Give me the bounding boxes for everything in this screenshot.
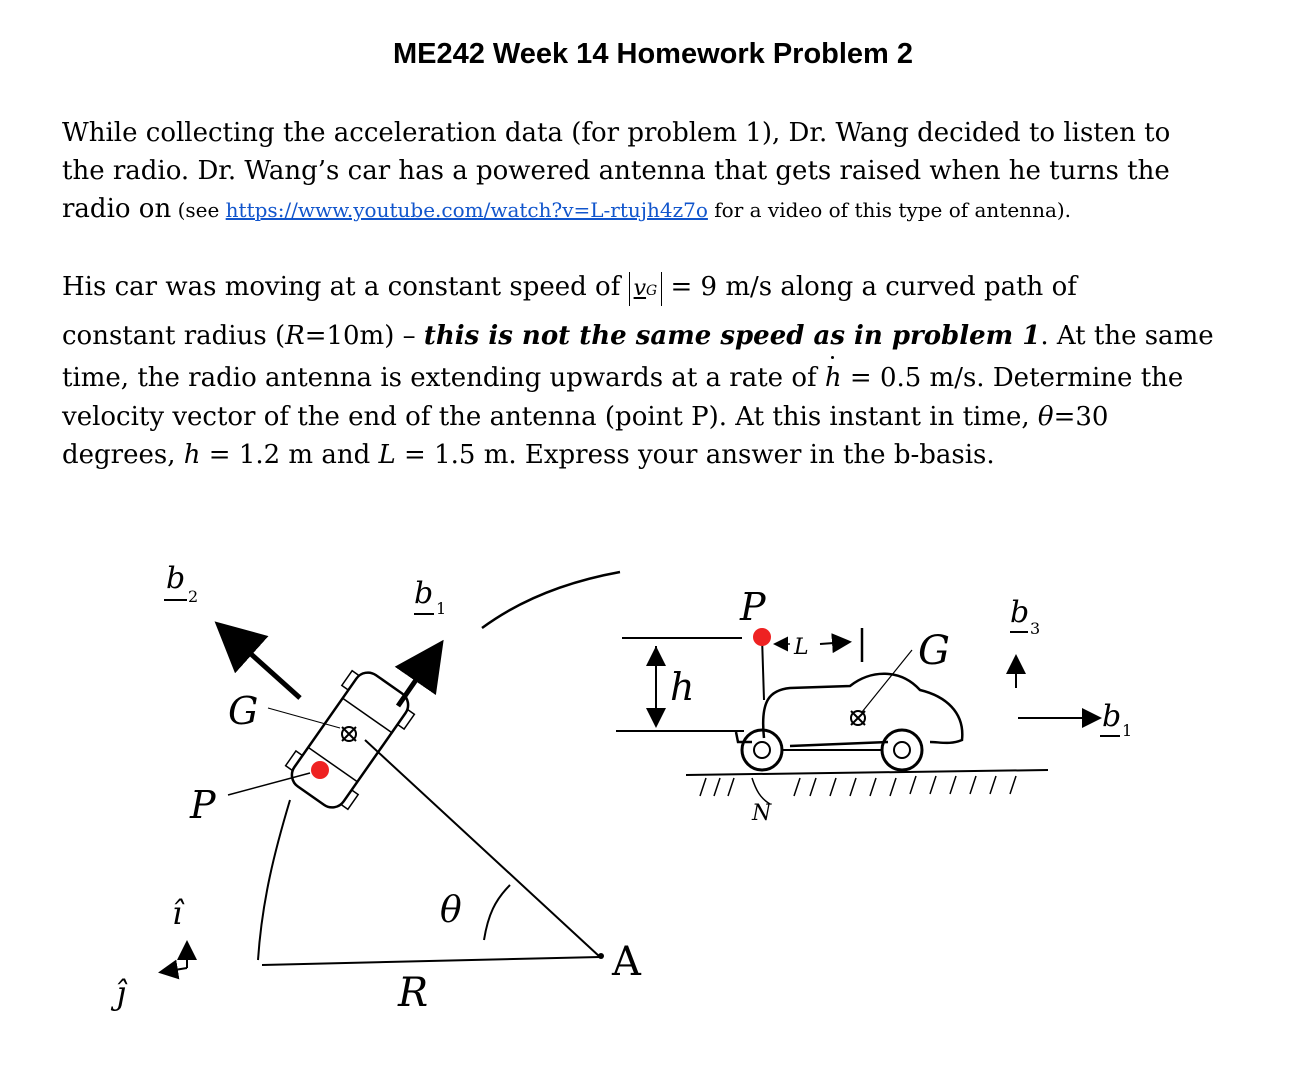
label-g-right: G [918, 628, 950, 674]
b2-arrow [222, 628, 300, 698]
curved-path [258, 800, 290, 960]
statement-text: = 1.5 m. Express your answer in the b-basis. [395, 440, 995, 470]
b1-arrow-top [398, 648, 438, 706]
radius-line [262, 957, 600, 965]
rear-wheel [742, 730, 782, 770]
statement-text: =30 [1053, 402, 1109, 432]
label-b3: b [1010, 595, 1030, 630]
ground-hatching [700, 776, 1016, 796]
label-b2: b [166, 561, 186, 596]
intro-line-2: the radio. Dr. Wang’s car has a powered antenna that gets raised when he turns the [62, 156, 1170, 186]
curved-path-upper [482, 572, 620, 628]
page-title: ME242 Week 14 Homework Problem 2 [392, 38, 914, 70]
label-b1-top-sub: 1 [436, 599, 447, 618]
youtube-link[interactable]: https://www.youtube.com/watch?v=L-rtujh4z7o [225, 198, 708, 222]
vg-subscript: G [646, 283, 658, 299]
intro-line-1: While collecting the acceleration data (for problem 1), Dr. Wang decided to listen to [62, 118, 1171, 148]
label-n: N [752, 801, 772, 826]
statement-text: time, the radio antenna is extending upwards at a rate of [62, 363, 825, 393]
label-a: A [612, 939, 641, 985]
statement-text: =10m) – [304, 321, 424, 351]
theta-symbol: θ [1037, 402, 1054, 432]
label-j-hat: ĵ [116, 974, 126, 1012]
statement-text: velocity vector of the end of the antenna (point P). At this instant in time, [62, 402, 1038, 432]
ground-line [686, 770, 1048, 775]
a-to-car-line [365, 740, 600, 957]
point-a [598, 953, 604, 959]
label-p-left: P [190, 783, 216, 827]
label-b1-right: b [1102, 699, 1122, 734]
statement-text: = 1.2 m and [200, 440, 379, 470]
intro-line-3-text: radio on [62, 194, 172, 224]
point-p-side [753, 628, 771, 646]
antenna [762, 637, 764, 700]
video-note-prefix: (see [171, 198, 226, 222]
theta-arc [484, 885, 510, 940]
p-leader-left [228, 773, 310, 795]
label-i-hat: î [172, 894, 183, 932]
l-symbol: L [378, 440, 396, 470]
label-h: h [670, 665, 695, 709]
label-b3-sub: 3 [1030, 619, 1041, 638]
car-side-body [736, 674, 962, 746]
h-symbol: h [183, 440, 201, 470]
video-note-suffix: for a video of this type of antenna). [707, 198, 1072, 222]
statement-text: constant radius ( [62, 321, 286, 351]
label-b2-sub: 2 [188, 587, 199, 606]
emphasis-text: this is not the same speed as in problem 1 [423, 321, 1041, 351]
statement-text: His car was moving at a constant speed of [62, 272, 629, 302]
front-wheel [882, 730, 922, 770]
radius-symbol: R [285, 321, 305, 351]
label-theta: θ [440, 890, 462, 931]
vg-symbol: v [633, 276, 647, 301]
statement-text: = 9 m/s along a curved path of [662, 272, 1077, 302]
j-hat-arrow [162, 968, 187, 972]
point-p-top [311, 761, 329, 779]
label-p-right: P [740, 585, 766, 629]
label-g-left: G [228, 689, 259, 733]
label-r: R [398, 970, 429, 1016]
statement-text: = 0.5 m/s. Determine the [841, 363, 1184, 393]
statement-text: . At the same [1040, 321, 1214, 351]
label-b1-top: b [414, 576, 434, 611]
g-leader-right [862, 650, 912, 712]
label-b1-right-sub: 1 [1122, 721, 1133, 740]
label-l: L [794, 635, 809, 660]
h-dot-symbol: h [825, 358, 842, 398]
statement-text: degrees, [62, 440, 184, 470]
